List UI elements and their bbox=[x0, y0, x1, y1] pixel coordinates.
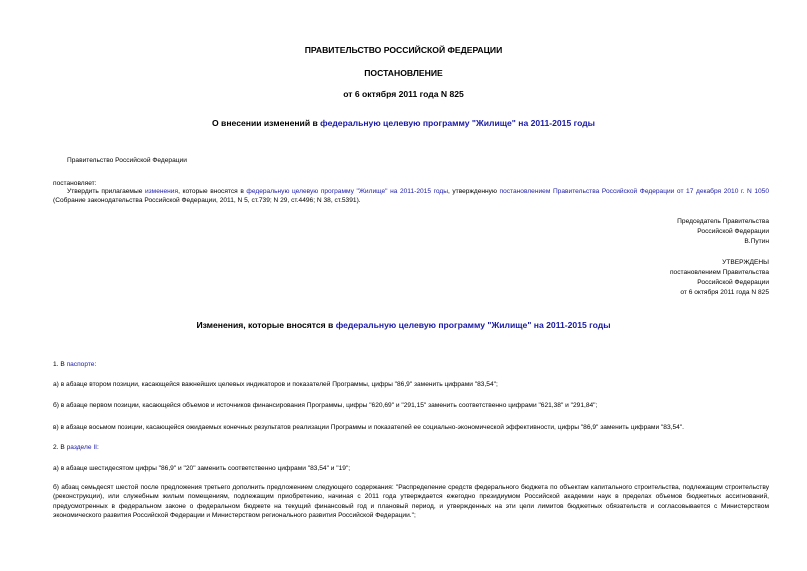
program-link[interactable]: федеральную целевую программу "Жилище" на 2011-2015 годы bbox=[246, 188, 448, 195]
resolution-link[interactable]: постановлением Правительства Российской Федерации от 17 декабря 2010 г. N 1050 bbox=[499, 188, 769, 195]
approved-line: Российской Федерации bbox=[697, 279, 769, 286]
signature-country: Российской Федерации bbox=[697, 228, 769, 235]
decree-word: постановляет: bbox=[53, 180, 97, 187]
changes-title bbox=[0, 320, 807, 330]
approved-date: от 6 октября 2011 года N 825 bbox=[680, 289, 769, 296]
section-1-heading bbox=[53, 360, 96, 369]
decree-text: , утвержденную bbox=[447, 188, 500, 195]
item-a-2: а) в абзаце шестидесятом цифры "86,9" и "20" заменить соответственно цифрами "83,54" и "19"; bbox=[53, 465, 351, 472]
document-title-text: О внесении изменений в bbox=[211, 118, 321, 128]
decree-paragraph bbox=[53, 187, 769, 206]
decree-text: Утвердить прилагаемые bbox=[67, 188, 145, 195]
approved-line: постановлением Правительства bbox=[669, 269, 769, 276]
section-colon: : bbox=[97, 444, 99, 451]
section-number: 2. В bbox=[53, 444, 67, 451]
section-2-heading bbox=[53, 443, 99, 452]
item-b-2: б) абзац семьдесят шестой после предложения третьего дополнить предложением следующего содержания: "Распределение средств федерального бюджета по объектам капитального строительства, подлежащим строительству (реконструкции), или служебным жилым помещениям, подлежащим приобретению, начиная с 2011 года утверждается ежегодно президиумом Российской академии наук в пределах объемов бюджетных ассигнований, предусмотренных в федеральном законе о федеральном бюджете на текущий финансовый год и плановый период, и утвержденных на эти цели лимитов бюджетных обязательств и согласовывается с Министерством экономического развития Российской Федерации и Министерством регионального развития Российской Федерации."; bbox=[53, 484, 769, 519]
document-date: от 6 октября 2011 года N 825 bbox=[343, 89, 464, 99]
item-c-1: в) в абзаце восьмом позиции, касающейся ожидаемых конечных результатов реализации Программы и показателей ее социально-экономической эффективности, цифры "86,9" заменить цифрами "83,54". bbox=[53, 424, 684, 431]
changes-link[interactable]: изменения bbox=[144, 188, 179, 195]
section-number: 1. В bbox=[53, 361, 67, 368]
section-ii-link[interactable]: разделе II bbox=[66, 444, 98, 451]
decree-text: (Собрание законодательства Российской Федерации, 2011, N 5, ст.739; N 29, ст.4496; N 38, ст.5391). bbox=[53, 197, 361, 205]
government-name: Правительство Российской Федерации bbox=[67, 157, 187, 164]
decree-text: , которые вносятся в bbox=[178, 188, 247, 195]
government-heading: ПРАВИТЕЛЬСТВО РОССИЙСКОЙ ФЕДЕРАЦИИ bbox=[304, 45, 503, 55]
signature-position: Председатель Правительства bbox=[677, 218, 769, 225]
approved-heading: УТВЕРЖДЕНЫ bbox=[722, 259, 769, 266]
section-colon: : bbox=[94, 361, 97, 368]
item-b-1: б) в абзаце первом позиции, касающейся объемов и источников финансирования Программы, цифры "620,69" и "291,15" заменить соответственно цифрами "621,38" и "291,84"; bbox=[53, 402, 598, 409]
document-type: ПОСТАНОВЛЕНИЕ bbox=[364, 68, 443, 78]
document-title bbox=[0, 118, 807, 128]
item-a-1: а) в абзаце втором позиции, касающейся важнейших целевых индикаторов и показателей Программы, цифры "86,9" заменить цифрами "83,54"; bbox=[53, 381, 498, 388]
program-link[interactable]: федеральную целевую программу "Жилище" на 2011-2015 годы bbox=[335, 320, 611, 330]
changes-title-text: Изменения, которые вносятся в bbox=[196, 320, 336, 330]
passport-link[interactable]: паспорте bbox=[66, 361, 95, 368]
program-link[interactable]: федеральную целевую программу "Жилище" на 2011-2015 годы bbox=[320, 118, 596, 128]
signature-name: В.Путин bbox=[744, 238, 769, 245]
